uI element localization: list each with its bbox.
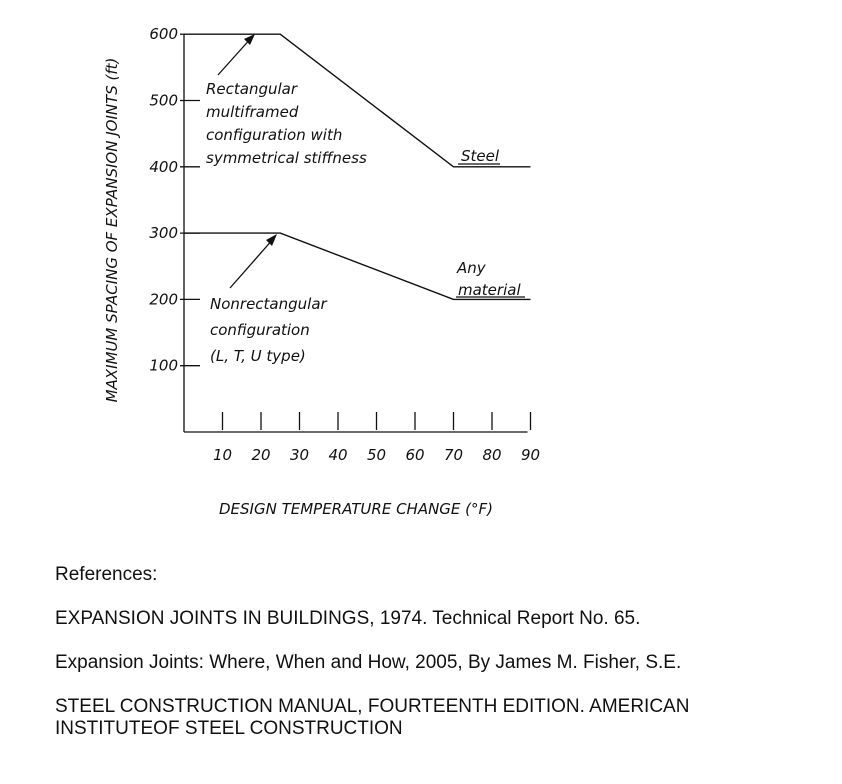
annotation-lower-line-2: configuration <box>210 321 310 339</box>
annotation-upper-line-4: symmetrical stiffness <box>206 149 367 167</box>
annotation-upper-line-3: configuration with <box>206 126 343 144</box>
y-tick-label-300: 300 <box>149 224 178 243</box>
x-tick-label-40: 40 <box>328 446 348 464</box>
annotation-lower-line-3: (L, T, U type) <box>210 347 306 365</box>
reference-item-1: EXPANSION JOINTS IN BUILDINGS, 1974. Technical Report No. 65. <box>55 608 641 629</box>
y-axis-label: MAXIMUM SPACING OF EXPANSION JOINTS (ft) <box>103 57 121 403</box>
y-tick-label-500: 500 <box>149 91 178 110</box>
y-tick-label-200: 200 <box>149 290 178 309</box>
references-heading: References: <box>55 564 158 585</box>
x-tick-label-90: 90 <box>520 446 541 464</box>
x-tick-label-70: 70 <box>443 446 464 464</box>
y-tick-label-100: 100 <box>149 356 178 375</box>
annotation-upper-leader <box>218 37 252 75</box>
annotation-lower-leader <box>230 238 274 288</box>
y-tick-label-600: 600 <box>149 25 178 44</box>
reference-item-3: STEEL CONSTRUCTION MANUAL, FOURTEENTH EDITION. AMERICAN INSTITUTEOF STEEL CONSTRUCTION <box>55 696 690 739</box>
annotation-lower-arrowhead <box>266 234 277 246</box>
reference-item-2: Expansion Joints: Where, When and How, 2005, By James M. Fisher, S.E. <box>55 652 682 673</box>
x-axis-label: DESIGN TEMPERATURE CHANGE (°F) <box>218 500 494 518</box>
annotation-lower-line-1: Nonrectangular <box>210 295 327 313</box>
y-tick-label-400: 400 <box>149 157 178 176</box>
x-tick-label-30: 30 <box>289 446 310 464</box>
any-material-label-line-2: material <box>458 281 521 299</box>
annotation-upper-line-1: Rectangular <box>206 80 298 98</box>
x-tick-label-80: 80 <box>482 446 502 464</box>
any-material-label-line-1: Any <box>457 259 486 277</box>
annotation-upper-line-2: multiframed <box>206 103 299 121</box>
x-tick-label-20: 20 <box>251 446 271 464</box>
x-tick-label-10: 10 <box>212 446 233 464</box>
steel-label: Steel <box>461 147 500 165</box>
references-section <box>55 564 815 762</box>
x-tick-label-50: 50 <box>366 446 387 464</box>
x-tick-label-60: 60 <box>405 446 425 464</box>
chart-annotations <box>200 34 525 365</box>
